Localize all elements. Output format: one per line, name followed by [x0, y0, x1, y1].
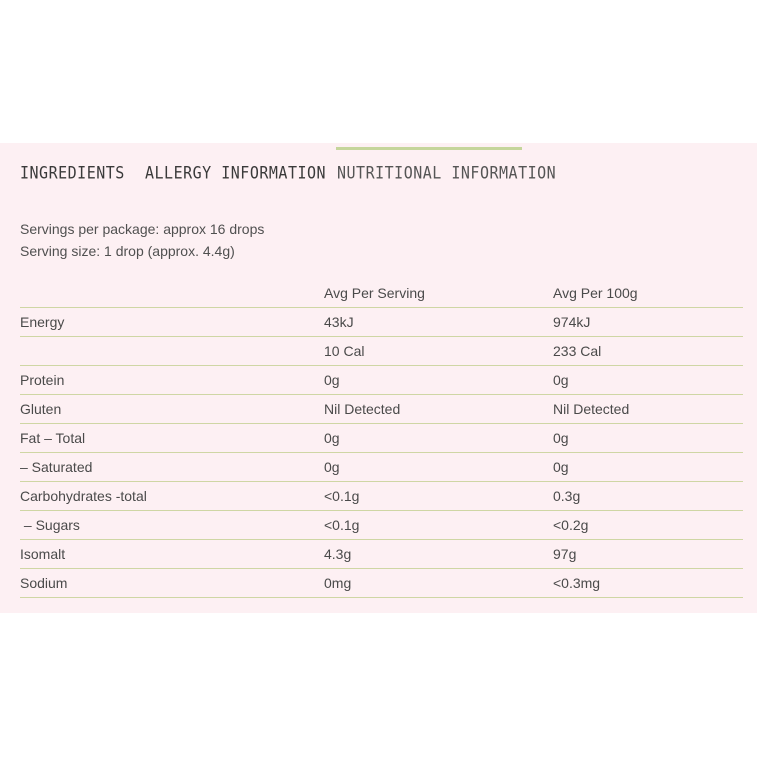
nutrient-name: – Saturated [20, 459, 93, 475]
servings-per-package: Servings per package: approx 16 drops [20, 221, 265, 237]
tab-nutritional-information[interactable]: NUTRITIONAL INFORMATION [337, 163, 557, 184]
table-row [20, 453, 743, 482]
table-row [20, 308, 743, 337]
table-row [20, 482, 743, 511]
table-row [20, 395, 743, 424]
header-cell-per-100g: Avg Per 100g [553, 285, 638, 301]
nutrient-name: – Sugars [20, 517, 80, 533]
table-row [20, 540, 743, 569]
serving-size: Serving size: 1 drop (approx. 4.4g) [20, 243, 235, 259]
table-row [20, 366, 743, 395]
nutrient-name: Isomalt [20, 546, 66, 562]
per-serving-value: 0mg [324, 575, 352, 591]
per-serving-value: <0.1g [324, 488, 360, 504]
table-row [20, 337, 743, 366]
per-serving-value: 10 Cal [324, 343, 365, 359]
per-serving-value: <0.1g [324, 517, 360, 533]
tab-ingredients[interactable]: INGREDIENTS [20, 163, 125, 184]
per-100g-value: 0g [553, 430, 569, 446]
per-100g-value: Nil Detected [553, 401, 630, 417]
table-row [20, 424, 743, 453]
per-100g-value: 97g [553, 546, 577, 562]
nutrient-name: Sodium [20, 575, 68, 591]
header-cell-per-serving: Avg Per Serving [324, 285, 425, 301]
nutrient-name: Fat – Total [20, 430, 86, 446]
table-row [20, 569, 743, 598]
per-100g-value: <0.2g [553, 517, 589, 533]
per-100g-value: 233 Cal [553, 343, 602, 359]
per-100g-value: 974kJ [553, 314, 591, 330]
per-serving-value: 0g [324, 459, 340, 475]
nutrient-name: Protein [20, 372, 65, 388]
info-tabs [0, 143, 757, 193]
per-serving-value: Nil Detected [324, 401, 401, 417]
product-info-panel [0, 143, 757, 613]
table-header-row [20, 279, 743, 308]
per-serving-value: 0g [324, 372, 340, 388]
per-serving-value: 4.3g [324, 546, 352, 562]
tab-allergy-information[interactable]: ALLERGY INFORMATION [145, 163, 327, 184]
nutrient-name: Energy [20, 314, 65, 330]
per-100g-value: 0.3g [553, 488, 581, 504]
nutrition-table [20, 279, 743, 598]
per-serving-value: 43kJ [324, 314, 354, 330]
per-100g-value: <0.3mg [553, 575, 601, 591]
servings-info [20, 218, 264, 262]
per-serving-value: 0g [324, 430, 340, 446]
nutrient-name: Carbohydrates -total [20, 488, 147, 504]
active-tab-indicator [336, 147, 522, 150]
table-row [20, 511, 743, 540]
per-100g-value: 0g [553, 459, 569, 475]
per-100g-value: 0g [553, 372, 569, 388]
nutrient-name: Gluten [20, 401, 62, 417]
